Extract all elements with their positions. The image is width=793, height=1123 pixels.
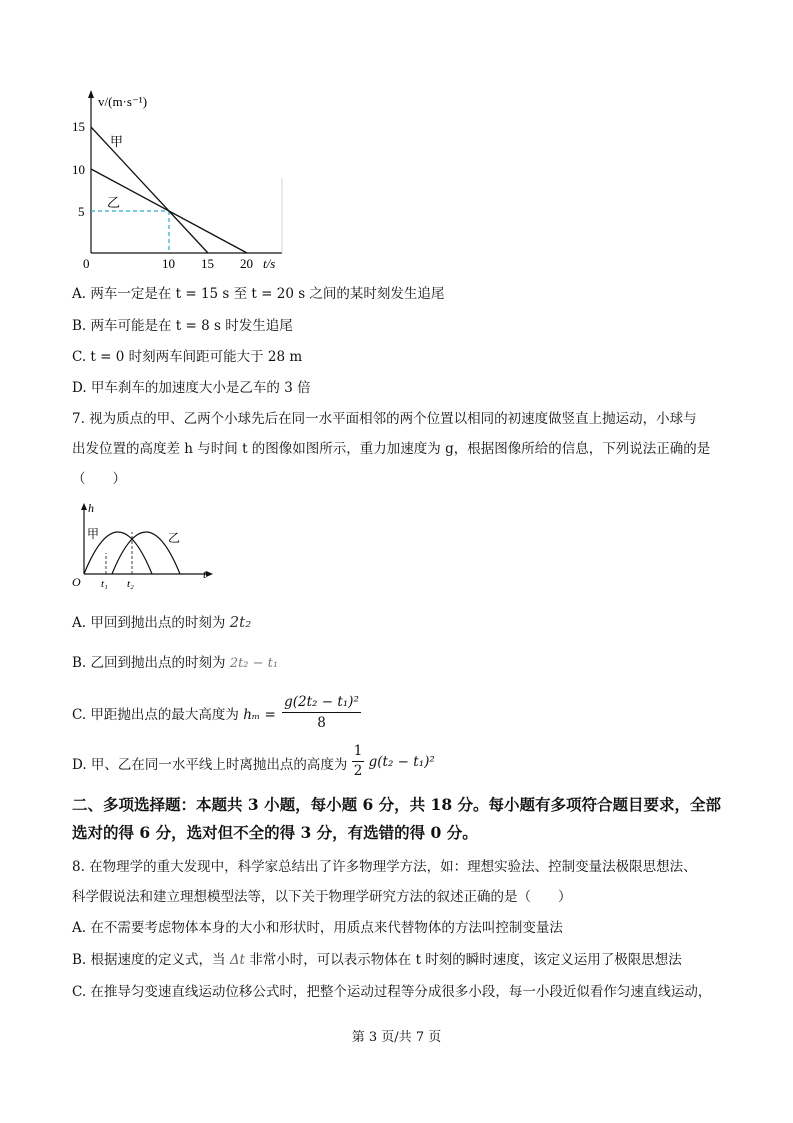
x-axis-label: t/s — [263, 256, 276, 271]
q6-option-c[interactable]: C. t = 0 时刻两车间距可能大于 28 m — [72, 349, 303, 365]
t-axis-arrow — [206, 571, 213, 577]
q7-c-numerator: g(2t₂ − t₁)² — [282, 692, 361, 713]
q8-b-post: 非常小时，可以表示物体在 t 时刻的瞬时速度，该定义运用了极限思想法 — [249, 952, 682, 968]
q8-b-math: Δt — [229, 952, 245, 968]
vt-graph — [70, 88, 295, 273]
series-yi-label: 乙 — [107, 195, 121, 210]
q8-option-b[interactable] — [72, 950, 682, 970]
t1-label: t₁ — [101, 578, 108, 590]
q8-stem-line1: 8. 在物理学的重大发现中，科学家总结出了许多物理学方法，如：理想实验法、控制变量法极限思想法、 — [72, 859, 697, 875]
q8-stem-line2: 科学假说法和建立理想模型法等，以下关于物理学研究方法的叙述正确的是（ ） — [72, 889, 572, 905]
q6-option-a[interactable]: A. 两车一定是在 t = 15 s 至 t = 20 s 之间的某时刻发生追尾 — [72, 286, 445, 302]
q8-b-pre: B. 根据速度的定义式，当 — [72, 952, 226, 968]
x-tick-15: 15 — [201, 256, 214, 271]
y-tick-5: 5 — [78, 204, 85, 219]
q7-c-fraction — [282, 692, 361, 733]
q7-stem-line1: 7. 视为质点的甲、乙两个小球先后在同一水平面相邻的两个位置以相同的初速度做竖直上抛运动，小球与 — [72, 411, 697, 427]
label-yi: 乙 — [168, 531, 181, 545]
q6-option-d[interactable]: D. 甲车刹车的加速度大小是乙车的 3 倍 — [72, 380, 311, 396]
q7-b-text: B. 乙回到抛出点的时刻为 — [72, 655, 226, 671]
y-tick-15: 15 — [72, 119, 85, 134]
q7-d-text: D. 甲、乙在同一水平线上时离抛出点的高度为 — [72, 757, 348, 773]
q7-d-denominator: 2 — [353, 763, 363, 779]
q7-c-text: C. 甲距抛出点的最大高度为 — [72, 707, 239, 723]
q7-b-math: 2t₂ − t₁ — [229, 656, 279, 671]
x-tick-10: 10 — [162, 256, 175, 271]
origin-label: 0 — [83, 256, 90, 271]
q8-option-a[interactable]: A. 在不需要考虑物体本身的大小和形状时，用质点来代替物体的方法叫控制变量法 — [72, 920, 563, 936]
q7-a-math: 2t₂ — [229, 613, 252, 631]
q7-d-tail: g(t₂ − t₁)² — [368, 754, 435, 770]
q7-option-d[interactable] — [72, 742, 435, 786]
label-jia: 甲 — [87, 527, 100, 541]
q7-option-c[interactable] — [72, 692, 361, 736]
q7-c-denominator: 8 — [317, 715, 326, 731]
y-axis-arrow — [88, 90, 94, 98]
h-axis-arrow — [81, 503, 87, 510]
series-jia-line — [91, 127, 208, 253]
page-footer: 第 3 页/共 7 页 — [351, 1030, 442, 1045]
t-label: t — [203, 567, 207, 581]
ht-graph — [70, 500, 220, 592]
q7-paren: （ ） — [72, 471, 126, 487]
x-tick-20: 20 — [240, 256, 253, 271]
q7-option-b[interactable] — [72, 653, 278, 674]
section2-heading-line1: 二、多项选择题：本题共 3 小题，每小题 6 分，共 18 分。每小题有多项符合题目要求，全部 — [72, 795, 722, 814]
series-jia-label: 甲 — [110, 134, 124, 149]
q7-c-lhs: hₘ = — [243, 707, 276, 723]
t2-label: t₂ — [127, 578, 134, 590]
q8-option-c[interactable]: C. 在推导匀变速直线运动位移公式时，把整个运动过程等分成很多小段，每一小段近似看作匀速直线运动， — [72, 984, 712, 1000]
origin-label: O — [72, 575, 81, 589]
q7-a-text: A. 甲回到抛出点的时刻为 — [72, 615, 226, 631]
y-tick-10: 10 — [72, 162, 85, 177]
q7-option-a[interactable] — [72, 612, 251, 633]
y-axis-label: v/(m·s⁻¹) — [98, 94, 148, 109]
q7-stem-line2: 出发位置的高度差 h 与时间 t 的图像如图所示，重力加速度为 g，根据图像所给的信息，下列说法正确的是 — [72, 441, 711, 457]
section2-heading-line2: 选对的得 6 分，选对但不全的得 3 分，有选错的得 0 分。 — [72, 823, 478, 842]
q7-d-numerator: 1 — [352, 742, 365, 762]
h-label: h — [88, 501, 94, 515]
q6-option-b[interactable]: B. 两车可能是在 t = 8 s 时发生追尾 — [72, 318, 293, 334]
q7-d-fraction — [352, 742, 365, 781]
